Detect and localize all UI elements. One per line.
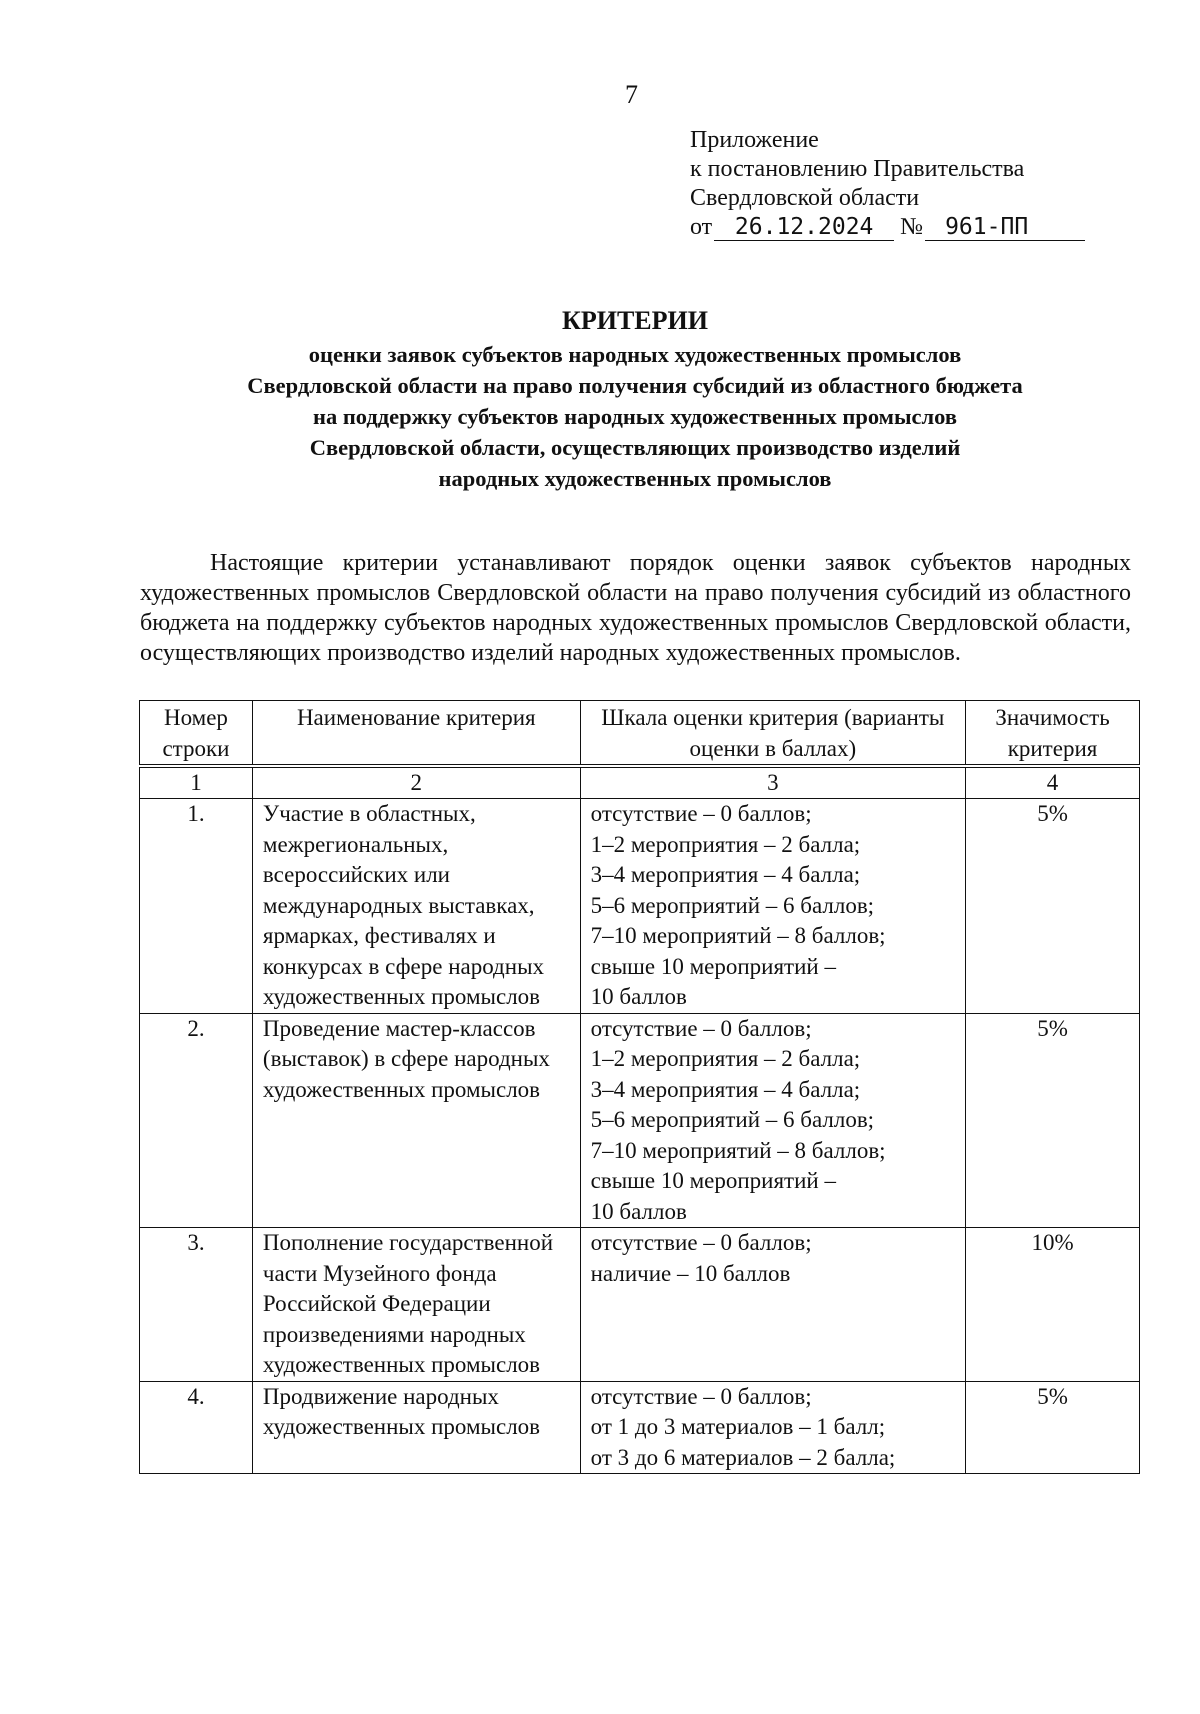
table-row	[140, 1228, 1140, 1382]
scale-option: 3–4 мероприятия – 4 балла;	[590, 1076, 861, 1102]
criterion-scale	[580, 1228, 965, 1382]
column-number: 2	[252, 766, 580, 799]
header-row-number: Номер строки	[140, 701, 253, 767]
criterion-scale	[580, 1013, 965, 1228]
scale-option: отсутствие – 0 баллов;	[590, 1015, 812, 1041]
subtitle-line: оценки заявок субъектов народных художественных промыслов	[308, 342, 962, 367]
criterion-name: Пополнение государственной части Музейного фонда Российской Федерации произведениями народных художественных промыслов	[252, 1228, 580, 1382]
criterion-weight: 5%	[966, 1013, 1140, 1228]
appendix-date-line	[690, 213, 1085, 242]
column-numbers-row	[140, 766, 1140, 799]
scale-option: отсутствие – 0 баллов;	[590, 1383, 812, 1409]
scale-option: 5–6 мероприятий – 6 баллов;	[590, 1107, 875, 1132]
scale-option: свыше 10 мероприятий –	[590, 953, 836, 979]
subtitle-line: Свердловской области на право получения субсидий из областного бюджета	[247, 373, 1023, 398]
criterion-name: Участие в областных, межрегиональных, всероссийских или международных выставках, ярмарках, фестивалях и конкурсах в сфере народных художественных промыслов	[252, 799, 580, 1014]
header-scale: Шкала оценки критерия (варианты оценки в баллах)	[580, 701, 965, 767]
scale-option: отсутствие – 0 баллов;	[590, 1230, 812, 1255]
subtitle-line: Свердловской области, осуществляющих производство изделий	[309, 435, 961, 460]
criterion-weight: 5%	[966, 1381, 1140, 1474]
column-number: 1	[140, 766, 253, 799]
decree-date: 26.12.2024	[714, 214, 894, 241]
appendix-line: Приложение	[690, 127, 819, 153]
header-weight: Значимость критерия	[966, 701, 1140, 767]
criterion-scale	[580, 1381, 965, 1474]
column-number: 3	[580, 766, 965, 799]
decree-number: 961-ПП	[925, 214, 1085, 241]
row-number: 4.	[140, 1381, 253, 1474]
row-number: 2.	[140, 1013, 253, 1228]
scale-option: 1–2 мероприятия – 2 балла;	[590, 1046, 861, 1071]
scale-option: свыше 10 мероприятий –	[590, 1168, 836, 1193]
scale-option: 3–4 мероприятия – 4 балла;	[590, 862, 861, 887]
scale-option: 10 баллов	[590, 984, 687, 1009]
scale-option: от 1 до 3 материалов – 1 балл;	[590, 1414, 886, 1439]
column-number: 4	[966, 766, 1140, 799]
criteria-table	[139, 700, 1140, 1474]
scale-option: 7–10 мероприятий – 8 баллов;	[590, 923, 886, 948]
appendix-line: к постановлению Правительства	[690, 156, 1025, 182]
criterion-weight: 5%	[966, 799, 1140, 1014]
from-label: от	[690, 214, 713, 240]
scale-option: наличие – 10 баллов	[590, 1260, 791, 1286]
number-label: №	[900, 214, 924, 240]
scale-option: от 3 до 6 материалов – 2 балла;	[590, 1444, 896, 1470]
criterion-name: Проведение мастер-классов (выставок) в сфере народных художественных промыслов	[252, 1013, 580, 1228]
header-criterion-name: Наименование критерия	[252, 701, 580, 767]
row-number: 3.	[140, 1228, 253, 1382]
scale-option: 5–6 мероприятий – 6 баллов;	[590, 892, 875, 918]
page-number: 7	[625, 80, 638, 109]
scale-option: 10 баллов	[590, 1198, 687, 1224]
criterion-name: Продвижение народных художественных промыслов	[252, 1381, 580, 1474]
table-row	[140, 799, 1140, 1014]
table-row	[140, 1381, 1140, 1474]
subtitle-line: народных художественных промыслов	[438, 466, 832, 491]
document-title: КРИТЕРИИ	[562, 306, 708, 335]
document-heading	[120, 305, 1150, 494]
criterion-scale	[580, 799, 965, 1014]
row-number: 1.	[140, 799, 253, 1014]
subtitle-line: на поддержку субъектов народных художественных промыслов	[312, 404, 957, 429]
intro-paragraph: Настоящие критерии устанавливают порядок оценки заявок субъектов народных художественных промыслов Свердловской области на право получения субсидий из областного бюджета на поддержку субъектов народных художественных промыслов Свердловской области, осуществляющих производство изделий народных художественных промыслов.	[140, 550, 1131, 666]
table-header-row	[140, 701, 1140, 767]
appendix-line: Свердловской области	[690, 185, 920, 211]
appendix-block	[690, 126, 1085, 242]
table-row	[140, 1013, 1140, 1228]
scale-option: 7–10 мероприятий – 8 баллов;	[590, 1137, 886, 1163]
criterion-weight: 10%	[966, 1228, 1140, 1382]
scale-option: отсутствие – 0 баллов;	[590, 801, 812, 826]
scale-option: 1–2 мероприятия – 2 балла;	[590, 831, 861, 857]
